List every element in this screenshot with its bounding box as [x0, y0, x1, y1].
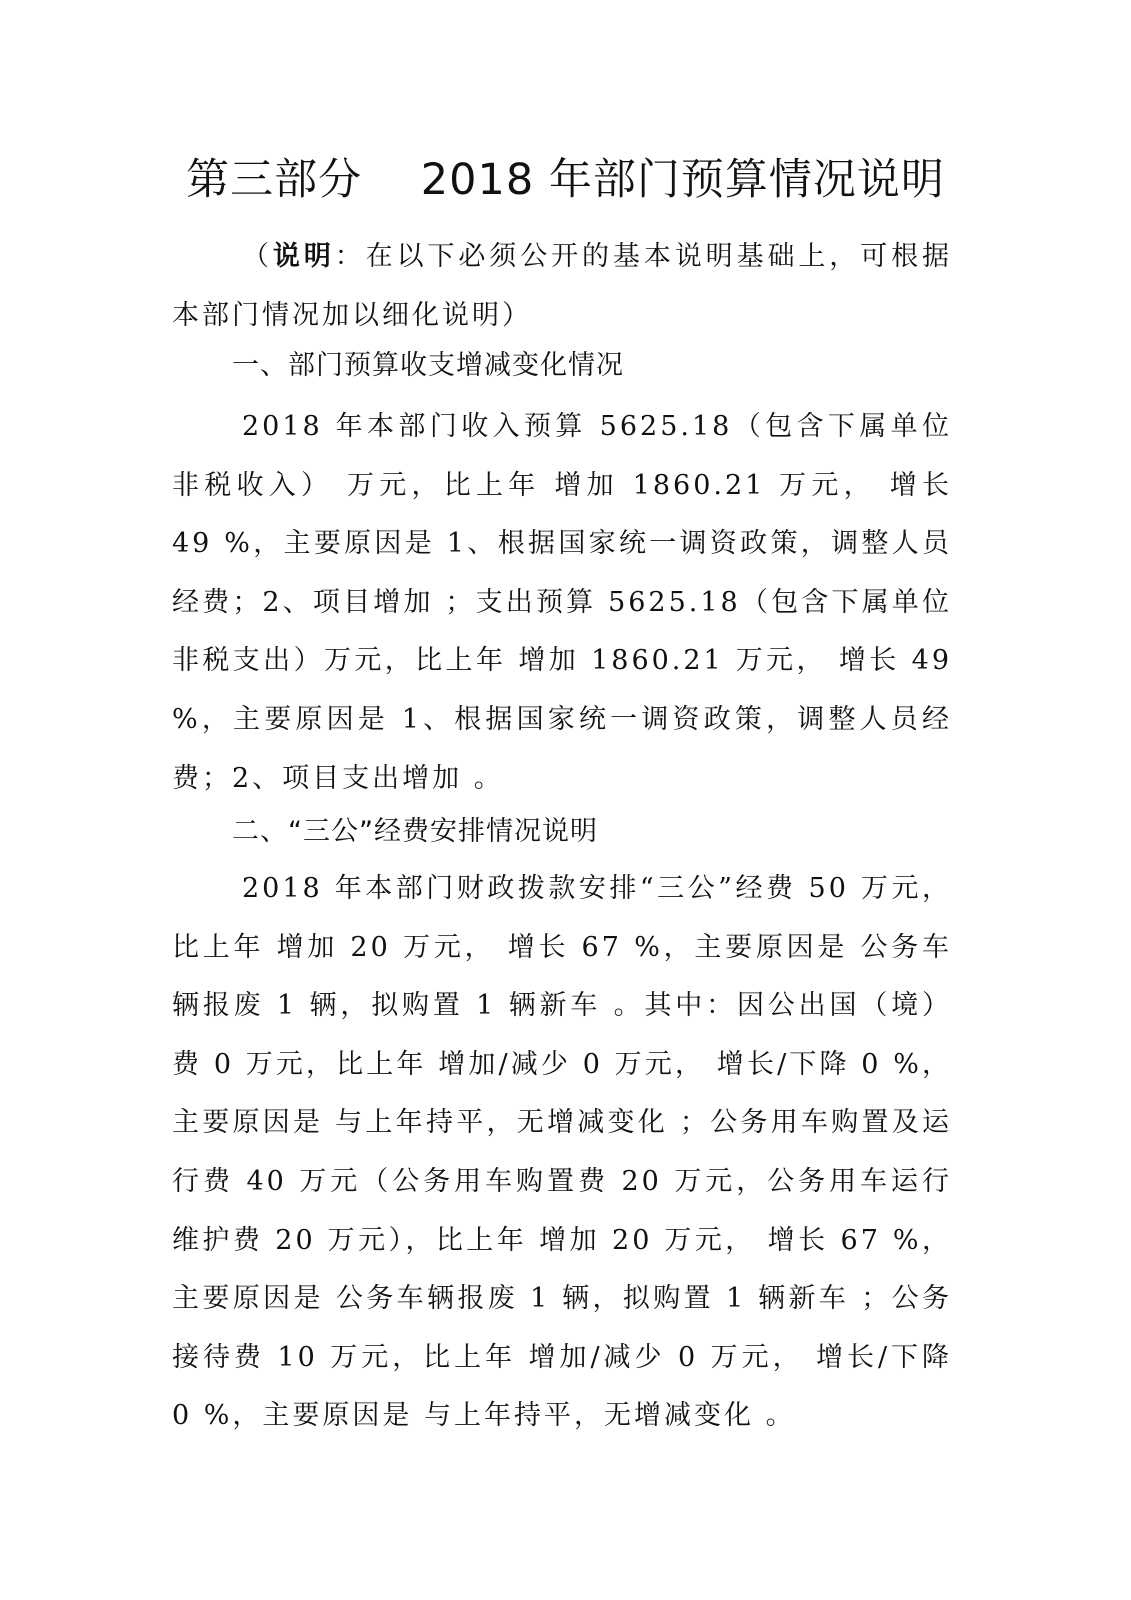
intro-note — [172, 228, 952, 345]
section-heading-three-public-expenses: 二、“三公”经费安排情况说明 — [232, 816, 598, 847]
page-title: 第三部分 2018 年部门预算情况说明 — [186, 155, 945, 205]
section-paragraph-three-public-expenses: 2018 年本部门财政拨款安排“三公”经费 50 万元，比上年 增加 20 万元， 增长 67 %，主要原因是 公务车辆报废 1 辆，拟购置 1 辆新车 。其中：因公出国（境）费 0 万元，比上年 增加/减少 0 万元， 增长/下降 0 %，主要原因是 与上年持平，无增减变化 ；公务用车购置及运行费 40 万元（公务用车购置费 20 万元，公务用车运行维护费 20 万元），比上年 增加 20 万元， 增长 67 %，主要原因是 公务车辆报废 1 辆，拟购置 1 辆新车 ；公务接待费 10 万元，比上年 增加/减少 0 万元， 增长/下降 0 %，主要原因是 与上年持平，无增减变化 。 — [172, 873, 952, 1432]
section-heading-budget-changes: 一、部门预算收支增减变化情况 — [232, 350, 624, 381]
section-paragraph-budget-changes: 2018 年本部门收入预算 5625.18（包含下属单位非税收入） 万元，比上年 增加 1860.21 万元， 增长 49 %，主要原因是 1、根据国家统一调资政策，调整人员经费；2、项目增加 ；支出预算 5625.18（包含下属单位非税支出）万元，比上年 增加 1860.21 万元， 增长 49 %，主要原因是 1、根据国家统一调资政策，调整人员经费；2、项目支出增加 。 — [172, 411, 952, 794]
note-text: ：在以下必须公开的基本说明基础上，可根据本部门情况加以细化说明） — [172, 241, 953, 331]
note-label: 说明 — [272, 241, 335, 272]
note-open-paren: （ — [242, 241, 273, 272]
